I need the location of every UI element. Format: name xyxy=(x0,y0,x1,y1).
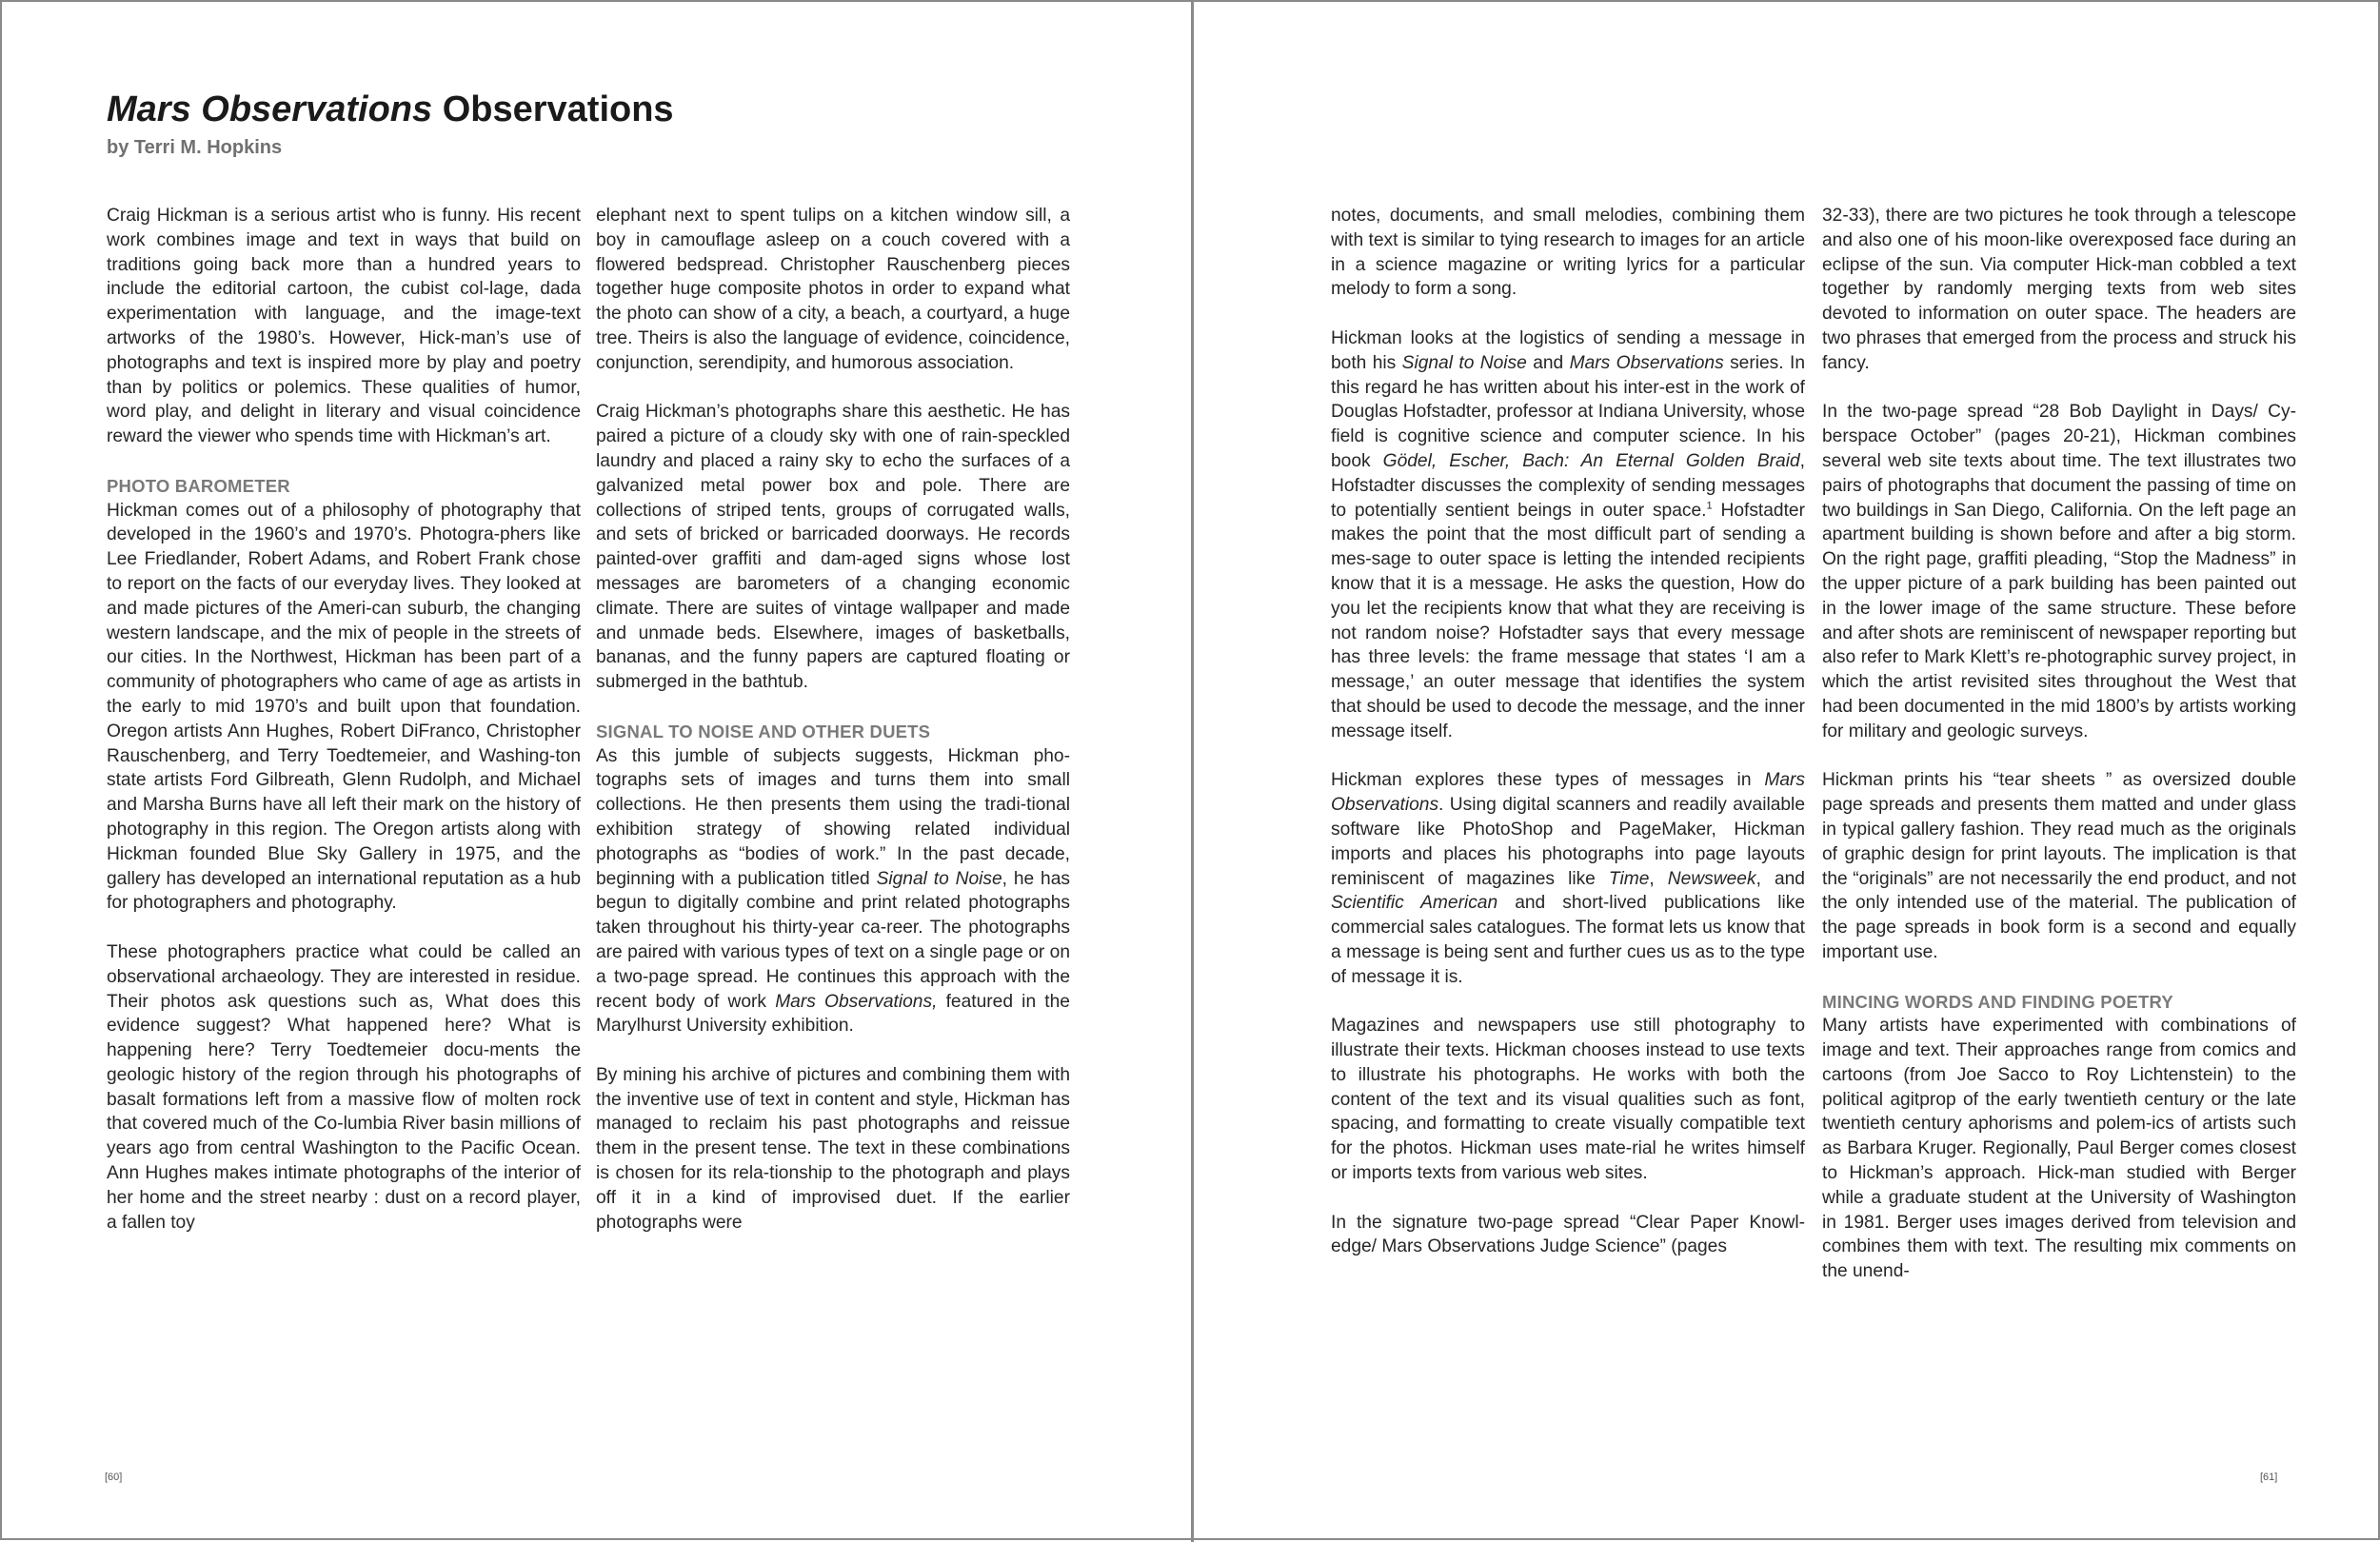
italic-title: Time xyxy=(1608,868,1650,889)
italic-title: Mars Observations, xyxy=(775,991,938,1012)
paragraph: Many artists have experimented with combinations of image and text. Their approaches range from comics and cartoons (from Joe Sacco to Roy Lichtenstein) to the political agitprop of the early twentieth century or the late twentieth century aphorisms and polem-ics of artists such as Barbara Kruger. Regionally, Paul Berger comes closest to Hickman’s approach. Hick-man studied with Berger while a graduate student at the University of Washington in 1981. Berger uses images derived from television and combines them with text. The resulting mix comments on the unend- xyxy=(1822,1016,2296,1282)
paragraph: In the two-page spread “28 Bob Daylight in Days/ Cy-berspace October” (pages 20-21), Hickman combines several web site texts about time. The text illustrates two pairs of photographs that document the passing of time on two buildings in San Diego, California. On the left page an apartment building is shown before and after a big storm. On the right page, graffiti pleading, “Stop the Madness” in the upper picture of a park building has been painted out in the lower image of the same structure. These before and after shots are reminiscent of newspaper reporting but also refer to Mark Klett’s re-photographic survey project, in which the artist revisited sites throughout the West that had been documented in the mid 1800’s by artists working for military and geologic surveys. xyxy=(1822,402,2296,741)
footnote-ref: 1 xyxy=(1706,500,1713,512)
byline: by Terri M. Hopkins xyxy=(107,137,283,158)
paragraph: elephant next to spent tulips on a kitchen window sill, a boy in camouflage asleep on a couch covered with a flowered bedspread. Christopher Rauschenberg pieces together huge composite photos in order to expand what the photo can show of a city, a beach, a courtyard, a huge tree. Theirs is also the language of evidence, coincidence, conjunction, serendipity, and humorous association. xyxy=(596,206,1070,373)
paragraph: Craig Hickman’s photographs share this aesthetic. He has paired a picture of a cloudy sky with one of rain-speckled laundry and placed a rainy sky to echo the surfaces of a galvanized metal power box and pole. There are collections of striped tents, groups of corrugated walls, and sets of bricked or barricaded doorways. He records painted-over graffiti and dam-aged signs whose lost messages are barometers of a changing economic climate. There are suites of vintage wallpaper and made and unmade beds. Elsewhere, images of basketballs, bananas, and the funny papers are captured floating or submerged in the bathtub. xyxy=(596,402,1070,693)
paragraph: Magazines and newspapers use still photography to illustrate their texts. Hickman chooses instead to use texts to illustrate his photographs. He works with both the content of the text and its visual qualities such as font, spacing, and formatting to create visually compatible text for the photos. Hickman uses mate-rial he writes himself or imports texts from various web sites. xyxy=(1331,1016,1805,1184)
italic-title: Signal to Noise xyxy=(1401,352,1527,373)
italic-title: Mars Observations xyxy=(1331,770,1805,816)
italic-title: Scientific American xyxy=(1331,893,1498,914)
text-column-3 xyxy=(1331,204,1805,1259)
text-column-1 xyxy=(107,204,581,1235)
article-title-rest: Observations xyxy=(442,89,674,129)
article-title-italic: Mars Observations xyxy=(107,89,433,129)
text-run: series. In this regard he has written about his inter-est in the work of Douglas Hofstadter, professor at Indiana University, whose field is cognitive science and computer science. In his book xyxy=(1331,352,1805,471)
text-run: As this jumble of subjects suggests, Hickman pho-tographs sets of images and turns them into small collections. He then presents them using the tradi-tional exhibition strategy of showing related individual photographs as “bodies of work.” In the past decade, beginning with a publication titled xyxy=(596,745,1070,889)
paragraph: Craig Hickman is a serious artist who is funny. His recent work combines image and text in ways that build on traditions going back more than a hundred years to include the editorial cartoon, the cubist col-lage, dada experimentation with language, and the image-text artworks of the 1980’s. However, Hick-man’s use of photographs and text is inspired more by play and poetry than by politics or polemics. These qualities of humor, word play, and delight in literary and visual coincidence reward the viewer who spends time with Hickman’s art. xyxy=(107,206,581,447)
section-heading: SIGNAL TO NOISE AND OTHER DUETS xyxy=(596,721,931,741)
paragraph: 32-33), there are two pictures he took through a telescope and also one of his moon-like overexposed face during an eclipse of the sun. Via computer Hick-man cobbled a text together by randomly merging texts from web sites devoted to information on outer space. The headers are two phrases that emerged from the process and struck his fancy. xyxy=(1822,206,2296,373)
text-run: , Hofstadter discusses the complexity of sending messages to potentially sentient beings in outer space. xyxy=(1331,450,1805,521)
text-run: Hickman explores these types of messages in xyxy=(1331,770,1765,791)
left-page xyxy=(2,2,1191,1542)
paragraph xyxy=(1331,768,1805,989)
text-run: featured in the Marylhurst University exhibition. xyxy=(596,991,1070,1037)
text-run: Hofstadter makes the point that the most difficult part of sending a mes-sage to outer space is letting the intended recipients know that it is a message. He asks the question, How do you let the recipients know that what they are receiving is not random noise? Hofstadter says that every message has three levels: the frame message that states ‘I am a message,’ an outer message that identifies the system that should be used to decode the message, and the inner message itself. xyxy=(1331,500,1805,741)
paragraph: These photographers practice what could be called an observational archaeology. They are interested in residue. Their photos ask questions such as, What does this evidence suggest? What happened here? What is happening here? Terry Toedtemeier docu-ments the geologic history of the region through his photographs of basalt formations left from a massive flow of molten rock that covered much of the Co-lumbia River basin millions of years ago from central Washington to the Pacific Ocean. Ann Hughes makes intimate photographs of the interior of her home and the street nearby : dust on a record player, a fallen toy xyxy=(107,941,581,1233)
article-title xyxy=(107,89,674,130)
text-run: and short-lived publications like commercial sales catalogues. The format lets us know that a message is being sent and further cues us as to the type of message it is. xyxy=(1331,893,1805,987)
text-run: , he has begun to digitally combine and print related photographs taken throughout his thirty-year ca-reer. The photographs are paired with various types of text on a single page or on a two-page spread. He continues this approach with the recent body of work xyxy=(596,868,1070,1012)
italic-title: Mars Observations xyxy=(1569,352,1724,373)
text-run: . Using digital scanners and readily available software like PhotoShop and PageMaker, Hickman imports and places his photographs into page layouts reminiscent of magazines like xyxy=(1331,795,1805,889)
text-run: Hickman looks at the logistics of sending a message in both his xyxy=(1331,327,1805,373)
italic-title: Gödel, Escher, Bach: An Eternal Golden Braid xyxy=(1382,450,1800,471)
paragraph: By mining his archive of pictures and combining them with the inventive use of text in content and style, Hickman has managed to reclaim his past photographs and reissue them in the present tense. The text in these combinations is chosen for its rela-tionship to the photograph and plays off it in a kind of improvised duet. If the earlier photographs were xyxy=(596,1064,1070,1233)
text-run: , and xyxy=(1755,868,1805,889)
page-number-right: [61] xyxy=(2260,1472,2278,1483)
page-number-left: [60] xyxy=(105,1472,123,1483)
text-column-4 xyxy=(1822,204,2296,1284)
paragraph: Hickman prints his “tear sheets ” as oversized double page spreads and presents them matted and under glass in typical gallery fashion. They read much as the originals of graphic design for print layouts. The implication is that the “originals” are not necessarily the end product, and not the only intended use of the material. The publication of the page spreads in book form is a second and equally important use. xyxy=(1822,770,2296,962)
paragraph xyxy=(596,744,1070,1039)
paragraph: Hickman comes out of a philosophy of photography that developed in the 1960’s and 1970’s. Photogra-phers like Lee Friedlander, Robert Adams, and Robert Frank chose to report on the facts of our everyday lives. They looked at and made pictures of the Ameri-can suburb, the changing western landscape, and the mix of people in the streets of our cities. In the Northwest, Hickman has been part of a community of photographers who came of age as artists in the early to mid 1970’s and built upon that foundation. Oregon artists Ann Hughes, Robert DiFranco, Christopher Rauschenberg, and Terry Toedtemeier, and Washing-ton state artists Ford Gilbreath, Glenn Rudolph, and Michael and Marsha Burns have all left their mark on the history of photography in this region. The Oregon artists along with Hickman founded Blue Sky Gallery in 1975, and the gallery has developed an international reputation as a hub for photographers and photography. xyxy=(107,500,581,914)
italic-title: Signal to Noise xyxy=(876,868,1002,889)
paragraph: notes, documents, and small melodies, combining them with text is similar to tying research to images for an article in a science magazine or writing lyrics for a particular melody to form a song. xyxy=(1331,206,1805,300)
text-run: and xyxy=(1526,352,1570,373)
text-column-2 xyxy=(596,204,1070,1235)
right-page xyxy=(1194,2,2380,1542)
section-heading: PHOTO BAROMETER xyxy=(107,475,290,496)
section-heading: MINCING WORDS AND FINDING POETRY xyxy=(1822,991,2173,1012)
paragraph: In the signature two-page spread “Clear Paper Knowl-edge/ Mars Observations Judge Science” (pages xyxy=(1331,1212,1805,1257)
italic-title: Newsweek xyxy=(1667,868,1756,889)
text-run: , xyxy=(1649,868,1668,889)
paragraph xyxy=(1331,326,1805,744)
